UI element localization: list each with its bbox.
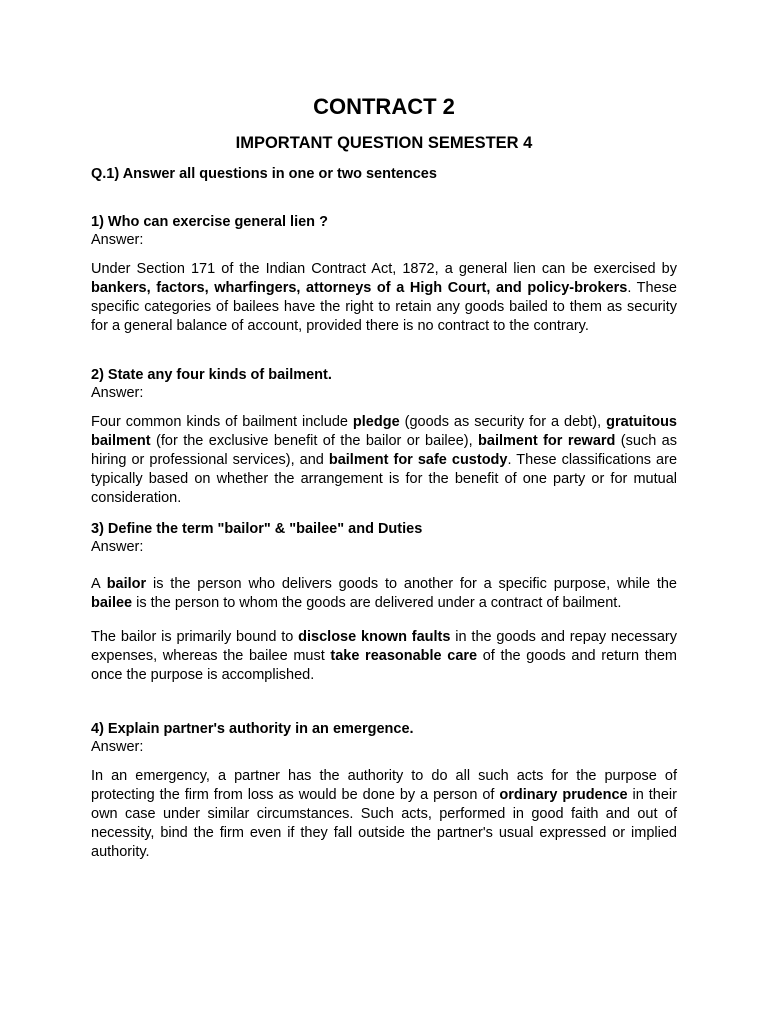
answer-text: . These specific categories of bailees have the right to retain any goods bailed to them as security for a general balance of account, provided there is no contract to the contrary. xyxy=(91,280,677,334)
document-subtitle: IMPORTANT QUESTION SEMESTER 4 xyxy=(235,134,533,152)
question-block-3 xyxy=(91,520,677,685)
answer-bold-text: ordinary prudence xyxy=(499,787,628,803)
answer-bold-text: bailee xyxy=(91,595,133,611)
answer-bold-text: bailment for reward xyxy=(478,433,616,449)
answer-text: Under Section 171 of the Indian Contract Act, 1872, a general lien can be exercised by xyxy=(91,261,677,277)
answer-bold-text: pledge xyxy=(352,414,400,430)
answer-bold-text: bankers, factors, wharfingers, attorneys of a High Court, and policy-brokers xyxy=(91,280,628,296)
answer-text: in the goods and repay necessary expenses, whereas the bailee must xyxy=(91,629,677,664)
answer-label-1: Answer: xyxy=(91,232,144,248)
answer-text: is the person who delivers goods to another for a specific purpose, while the xyxy=(146,576,677,592)
answer-3-paragraph-1 xyxy=(91,575,677,613)
answer-label-3: Answer: xyxy=(91,539,144,555)
answer-1-paragraph-1 xyxy=(91,260,677,336)
question-2-text: 2) State any four kinds of bailment. xyxy=(91,367,332,383)
answer-4-paragraph-1 xyxy=(91,767,677,862)
question-1-text: 1) Who can exercise general lien ? xyxy=(91,214,328,230)
answer-text: is the person to whom the goods are delivered under a contract of bailment. xyxy=(132,595,622,611)
answer-text: A xyxy=(91,576,107,592)
answer-text: Four common kinds of bailment include xyxy=(91,414,353,430)
answer-2-paragraph-1 xyxy=(91,413,677,508)
answer-bold-text: take reasonable care xyxy=(330,648,478,664)
answer-bold-text: gratuitous bailment xyxy=(91,414,677,449)
question-3-text: 3) Define the term "bailor" & "bailee" and Duties xyxy=(91,521,423,537)
answer-bold-text: disclose known faults xyxy=(298,629,451,645)
instruction-text: Q.1) Answer all questions in one or two sentences xyxy=(91,166,437,182)
answer-text: (for the exclusive benefit of the bailor or bailee), xyxy=(150,433,479,449)
answer-bold-text: bailment for safe custody xyxy=(328,452,508,468)
document-title: CONTRACT 2 xyxy=(313,94,455,119)
answer-text: (such as hiring or professional services), and xyxy=(91,433,677,468)
question-block-1 xyxy=(91,213,677,336)
answer-3-paragraph-2 xyxy=(91,628,677,685)
question-block-2 xyxy=(91,366,677,508)
answer-text: The bailor is primarily bound to xyxy=(91,629,299,645)
answer-text: in their own case under similar circumstances. Such acts, performed in good faith and out of necessity, bind the firm even if they fall outside the partner's usual expressed or implied authority. xyxy=(91,787,677,860)
answer-label-4: Answer: xyxy=(91,739,144,755)
answer-text: of the goods and return them once the purpose is accomplished. xyxy=(91,648,677,683)
answer-label-2: Answer: xyxy=(91,385,144,401)
question-block-4 xyxy=(91,720,677,862)
question-4-text: 4) Explain partner's authority in an emergence. xyxy=(91,721,414,737)
answer-text: (goods as security for a debt), xyxy=(399,414,607,430)
answer-bold-text: bailor xyxy=(106,576,147,592)
answer-text: In an emergency, a partner has the authority to do all such acts for the purpose of protecting the firm from loss as would be done by a person of xyxy=(91,768,677,803)
answer-text: . These classifications are typically based on whether the arrangement is for the benefit of one party or for mutual consideration. xyxy=(91,452,678,506)
